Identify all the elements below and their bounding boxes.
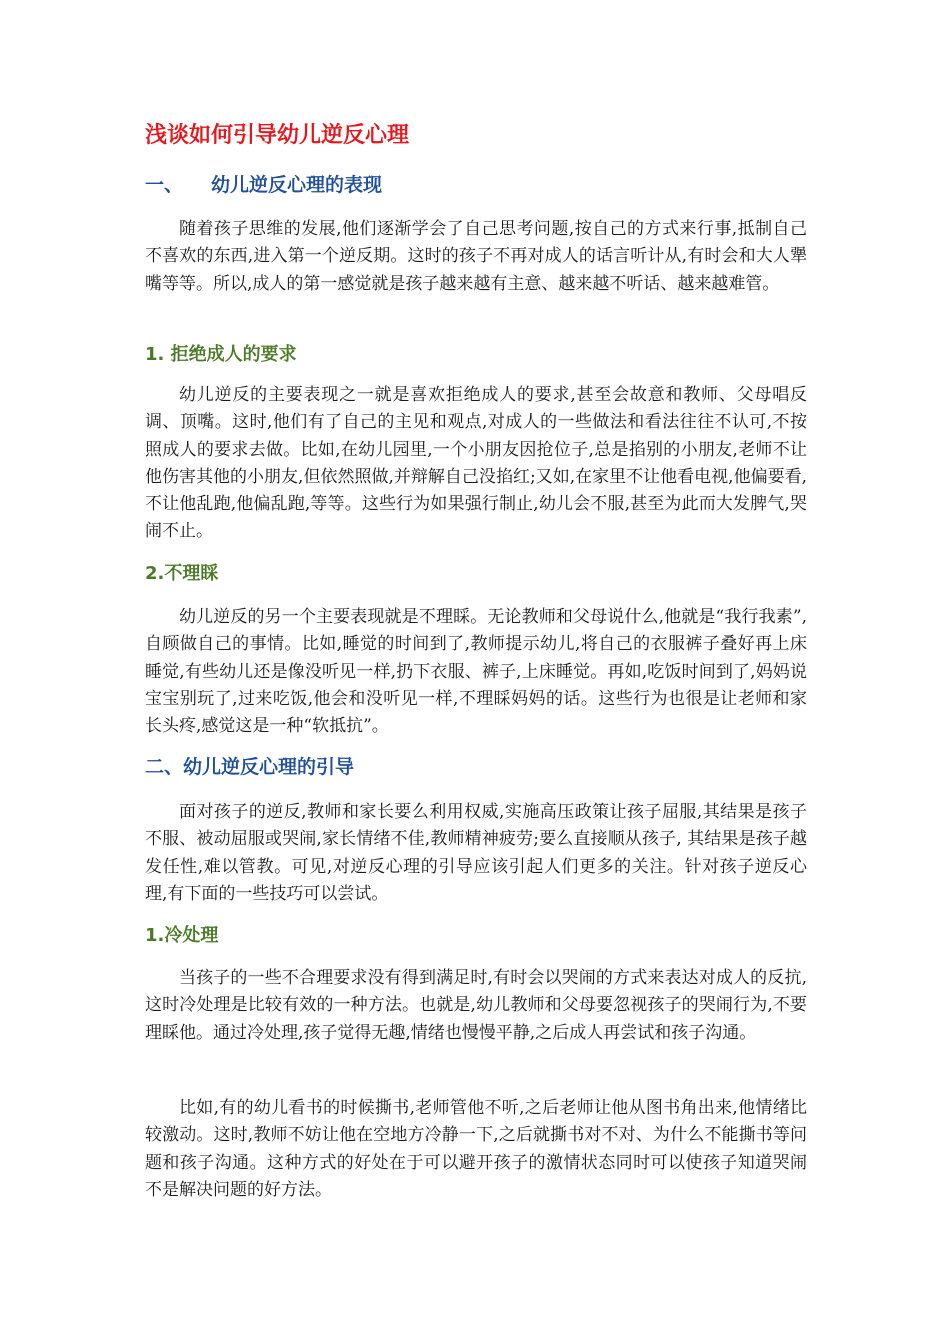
section-number: 二、	[145, 756, 184, 778]
subsection-heading: 1.冷处理	[145, 925, 219, 946]
section-heading	[145, 171, 382, 199]
body-paragraph: 面对孩子的逆反,教师和家长要么利用权威,实施高压政策让孩子屈服,其结果是孩子不服、被动屈服或哭闹,家长情绪不佳,教师精神疲劳;要么直接顺从孩子, 其结果是孩子越发任性,难以管教。可见,对逆反心理的引导应该引起人们更多的关注。针对孩子逆反心理,有下面的一些技巧可以尝试。	[145, 802, 807, 904]
subsection-heading: 1. 拒绝成人的要求	[145, 344, 297, 365]
section-number: 一、	[145, 174, 184, 196]
body-paragraph: 幼儿逆反的另一个主要表现就是不理睬。无论教师和父母说什么,他就是“我行我素”,自顾做自己的事情。比如,睡觉的时间到了,教师提示幼儿,将自己的衣服裤子叠好再上床睡觉,有些幼儿还是像没听见一样,扔下衣服、裤子,上床睡觉。再如,吃饭时间到了,妈妈说宝宝别玩了,过来吃饭,他会和没听见一样,不理睬妈妈的话。这些行为也很是让老师和家长头疼,感觉这是一种“软抵抗”。	[145, 607, 807, 737]
page-title: 浅谈如何引导幼儿逆反心理	[145, 123, 410, 148]
section-heading-text: 幼儿逆反心理的引导	[183, 756, 355, 778]
body-paragraph: 当孩子的一些不合理要求没有得到满足时,有时会以哭闹的方式来表达对成人的反抗,这时冷处理是比较有效的一种方法。也就是,幼儿教师和父母要忽视孩子的哭闹行为,不要理睬他。通过冷处理,孩子觉得无趣,情绪也慢慢平静,之后成人再尝试和孩子沟通。	[145, 968, 807, 1043]
subsection-heading: 2.不理睬	[145, 563, 219, 584]
body-paragraph: 随着孩子思维的发展,他们逐渐学会了自己思考问题,按自己的方式来行事,抵制自己不喜欢的东西,进入第一个逆反期。这时的孩子不再对成人的话言听计从,有时会和大人犟嘴等等。所以,成人的第一感觉就是孩子越来越有主意、越来越不听话、越来越难管。	[145, 219, 807, 294]
body-paragraph: 比如,有的幼儿看书的时候撕书,老师管他不听,之后老师让他从图书角出来,他情绪比较激动。这时,教师不妨让他在空地方冷静一下,之后就撕书对不对、为什么不能撕书等问题和孩子沟通。这种方式的好处在于可以避开孩子的激情状态同时可以使孩子知道哭闹不是解决问题的好方法。	[145, 1098, 807, 1200]
body-paragraph: 幼儿逆反的主要表现之一就是喜欢拒绝成人的要求,甚至会故意和教师、父母唱反调、顶嘴。这时,他们有了自己的主见和观点,对成人的一些做法和看法往往不认可,不按照成人的要求去做。比如,在幼儿园里,一个小朋友因抢位子,总是掐别的小朋友,老师不让他伤害其他的小朋友,但依然照做,并辩解自己没掐红;又如,在家里不让他看电视,他偏要看,不让他乱跑,他偏乱跑,等等。这些行为如果强行制止,幼儿会不服,甚至为此而大发脾气,哭闹不止。	[145, 385, 807, 542]
section-heading	[145, 753, 354, 781]
section-heading-text: 幼儿逆反心理的表现	[211, 174, 383, 196]
